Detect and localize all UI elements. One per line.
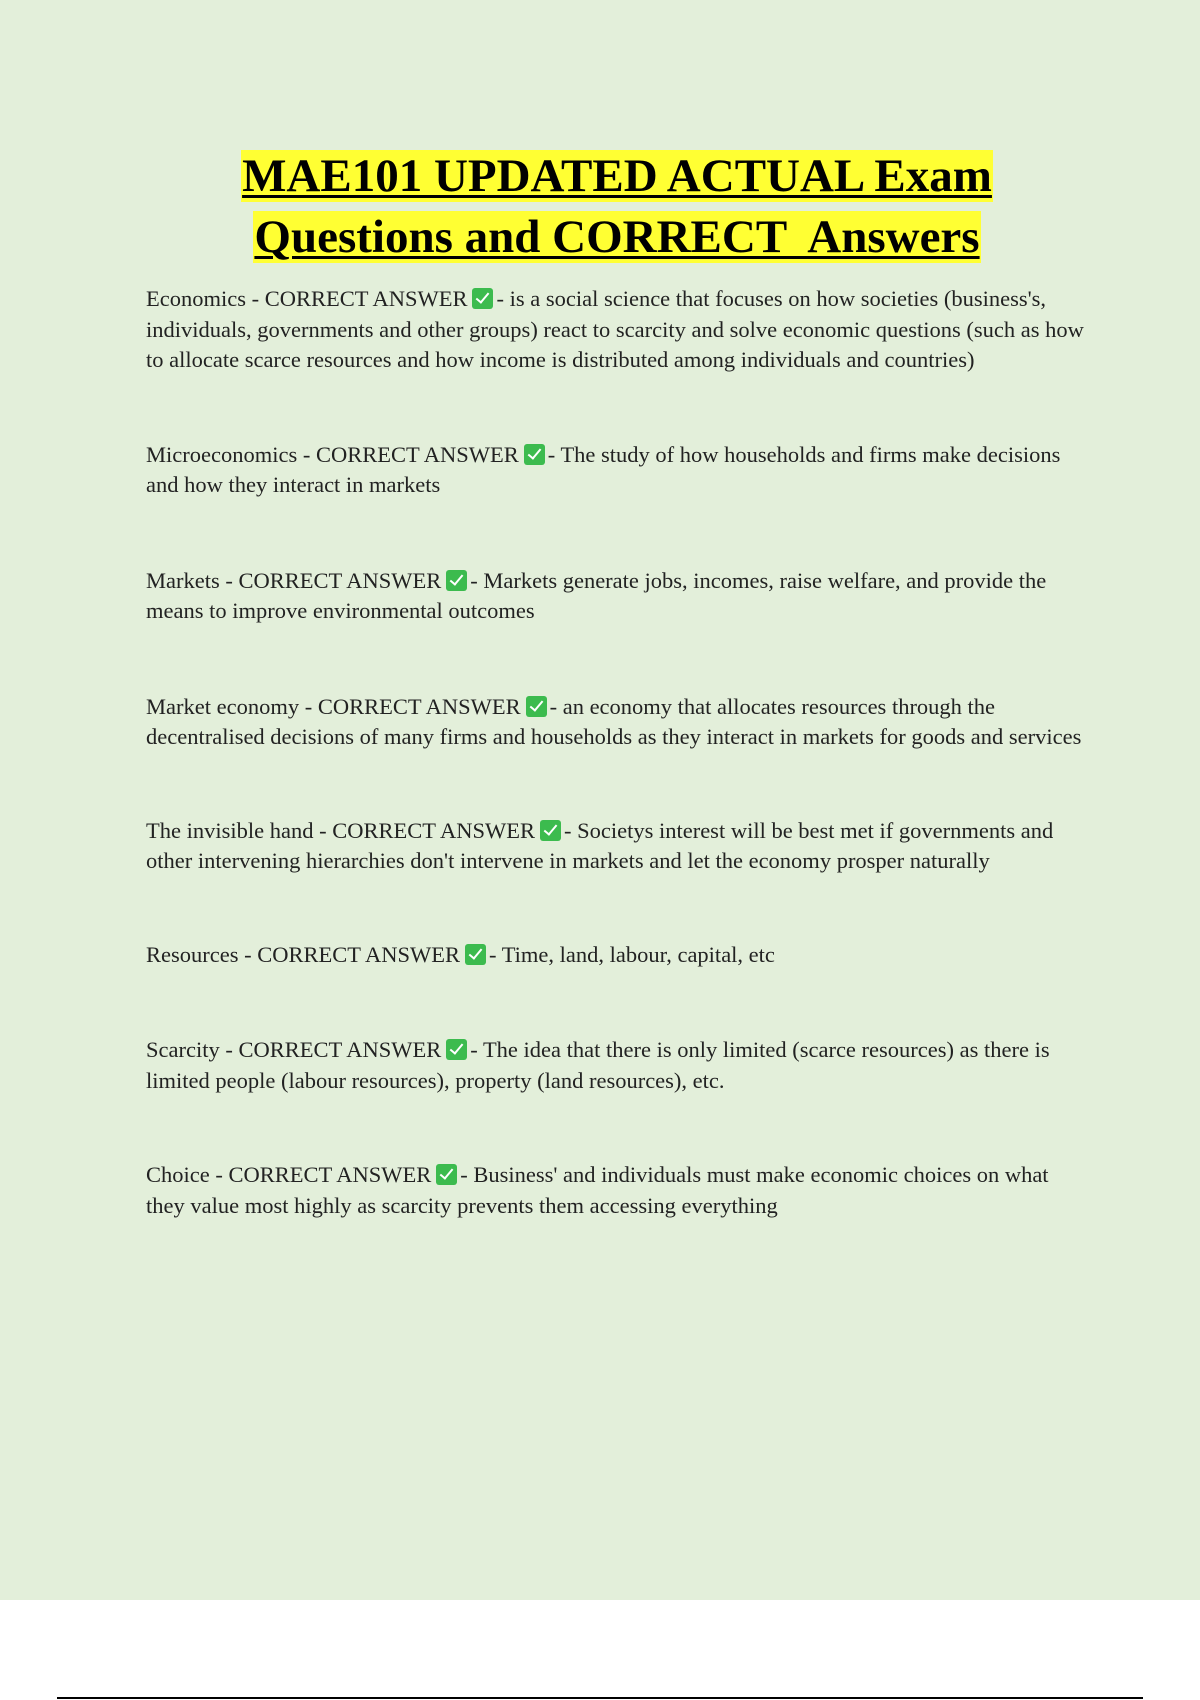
entry-term: Scarcity — [146, 1037, 220, 1062]
entry-term: Choice — [146, 1162, 210, 1187]
qa-entry — [146, 566, 1086, 627]
page-title — [0, 146, 1200, 268]
entry-separator: - — [225, 1037, 233, 1062]
qa-entry — [146, 1160, 1086, 1221]
entry-separator: - — [251, 286, 260, 311]
entry-separator: - — [496, 286, 504, 311]
check-icon — [540, 820, 561, 841]
entry-separator: - — [470, 1037, 478, 1062]
title-line-2: Questions and CORRECT Answers — [254, 211, 980, 263]
correct-answer-label: CORRECT ANSWER — [264, 286, 468, 311]
entry-separator: - — [215, 1162, 223, 1187]
entry-separator: - — [460, 1162, 468, 1187]
check-icon — [465, 944, 486, 965]
check-icon — [446, 570, 467, 591]
check-icon — [446, 1039, 467, 1060]
entry-separator: - — [547, 441, 556, 467]
entry-definition: The study of how households and firms make decisions and how they interact in markets — [146, 441, 1061, 497]
entry-term: The invisible hand — [146, 817, 314, 843]
correct-answer-label: CORRECT ANSWER — [228, 1162, 432, 1187]
entry-definition: Business' and individuals must make economic choices on what they value most highly as scarcity prevents them accessing everything — [146, 1162, 1049, 1218]
entry-term: Market economy — [146, 693, 300, 719]
entry-definition: Markets generate jobs, incomes, raise welfare, and provide the means to improve environmental outcomes — [146, 567, 1047, 623]
entry-separator: - — [225, 567, 233, 593]
entry-term: Markets — [146, 567, 220, 593]
entry-separator: - — [470, 567, 478, 593]
footer-divider — [57, 1697, 1143, 1699]
check-icon — [526, 696, 547, 717]
qa-entry — [146, 284, 1086, 376]
qa-entry — [146, 440, 1086, 501]
entry-term: Microeconomics — [146, 441, 298, 467]
qa-entry — [146, 940, 1086, 971]
entry-separator: - — [549, 693, 558, 719]
qa-list — [146, 284, 1086, 1221]
entry-separator: - — [563, 817, 572, 843]
check-icon — [524, 444, 545, 465]
qa-entry — [146, 1035, 1086, 1096]
correct-answer-label: CORRECT ANSWER — [238, 567, 442, 593]
entry-term: Economics — [146, 286, 246, 311]
correct-answer-label: CORRECT ANSWER — [332, 817, 535, 843]
check-icon — [472, 288, 493, 309]
correct-answer-label: CORRECT ANSWER — [315, 441, 519, 467]
correct-answer-label: CORRECT ANSWER — [257, 941, 460, 967]
entry-term: Resources — [146, 941, 239, 967]
entry-separator: - — [302, 441, 311, 467]
entry-definition: Societys interest will be best met if governments and other intervening hierarchies don't intervene in markets and let the economy prosper naturally — [146, 817, 1054, 873]
entry-definition: an economy that allocates resources through the decentralised decisions of many firms and households as they interact in markets for goods and services — [146, 693, 1082, 749]
qa-entry — [146, 692, 1086, 753]
entry-separator: - — [319, 817, 327, 843]
check-icon — [436, 1164, 457, 1185]
entry-definition: The idea that there is only limited (scarce resources) as there is limited people (labour resources), property (land resources), etc. — [146, 1037, 1050, 1093]
qa-entry — [146, 816, 1086, 877]
correct-answer-label: CORRECT ANSWER — [317, 693, 521, 719]
entry-separator: - — [488, 941, 497, 967]
entry-separator: - — [304, 693, 313, 719]
title-line-1: MAE101 UPDATED ACTUAL Exam — [242, 150, 992, 202]
entry-definition: Time, land, labour, capital, etc — [501, 941, 775, 967]
entry-separator: - — [244, 941, 252, 967]
entry-definition: is a social science that focuses on how societies (business's, individuals, governments and other groups) react to scarcity and solve economic questions (such as how to allocate scarce resources and how income is distributed among individuals and countries) — [146, 286, 1084, 372]
correct-answer-label: CORRECT ANSWER — [238, 1037, 442, 1062]
